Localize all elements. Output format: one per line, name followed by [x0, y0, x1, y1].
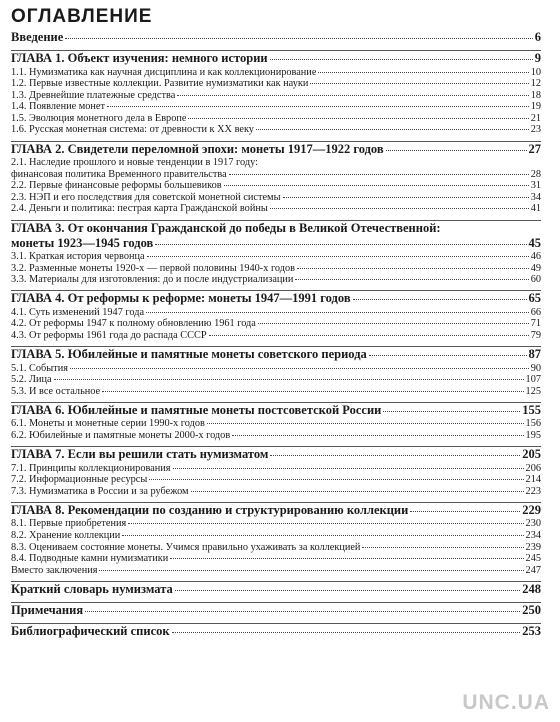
toc-page-number: 34	[530, 191, 541, 203]
toc-page-number: 239	[525, 541, 541, 553]
toc-entry-label: 7.2. Информационные ресурсы	[11, 474, 148, 486]
toc-section-row	[11, 274, 541, 286]
toc-section-row	[11, 530, 541, 542]
toc-section-row	[11, 90, 541, 102]
toc-section-row	[11, 180, 541, 192]
toc-entry-label: ГЛАВА 8. Рекомендации по созданию и структурированию коллекции	[11, 502, 409, 517]
toc-entry-label: 2.1. Наследие прошлого и новые тенденции в 1917 году:	[11, 157, 258, 169]
dot-leader	[283, 197, 529, 198]
dot-leader	[177, 95, 528, 96]
toc-entry-label: 1.3. Древнейшие платежные средства	[11, 89, 176, 101]
toc-page-number: 46	[530, 251, 541, 263]
toc-chapter-row	[11, 581, 541, 598]
toc-chapter-row	[11, 141, 541, 158]
toc-section-row	[11, 192, 541, 204]
dot-leader	[270, 59, 533, 60]
dot-leader	[175, 590, 521, 591]
toc-page-number: 205	[522, 447, 541, 462]
toc-entry-label: 4.1. Суть изменений 1947 года	[11, 306, 145, 318]
toc-section-row	[11, 67, 541, 79]
toc-entry-label: Введение	[11, 30, 64, 44]
toc-page-number: 27	[528, 141, 541, 156]
dot-leader	[128, 523, 523, 524]
toc-section-row	[11, 101, 541, 113]
toc-entry-label: Примечания	[11, 602, 84, 617]
toc-section-row	[11, 430, 541, 442]
toc-entry-label: монеты 1923—1945 годов	[11, 236, 154, 251]
toc-list	[11, 30, 541, 639]
toc-chapter-row	[11, 446, 541, 463]
toc-entry-label: ГЛАВА 5. Юбилейные и памятные монеты советского периода	[11, 347, 367, 362]
dot-leader	[297, 268, 529, 269]
dot-leader	[353, 299, 527, 300]
toc-entry-label: 5.3. И все остальное	[11, 385, 101, 397]
dot-leader	[149, 479, 523, 480]
toc-entry-label: 3.3. Материалы для изготовления: до и после индустриализации	[11, 274, 294, 286]
dot-leader	[65, 38, 532, 39]
toc-entry-label: финансовая политика Временного правительства	[11, 168, 227, 180]
toc-section-row	[11, 263, 541, 275]
dot-leader	[270, 455, 520, 456]
toc-entry-label: 8.1. Первые приобретения	[11, 518, 127, 530]
toc-entry-label: 6.1. Монеты и монетные серии 1990-х годов	[11, 418, 205, 430]
toc-page-number: 10	[530, 66, 541, 78]
toc-entry-label: ГЛАВА 4. От реформы к реформе: монеты 1947—1991 годов	[11, 291, 351, 306]
toc-page-number: 18	[530, 89, 541, 101]
dot-leader	[229, 174, 529, 175]
toc-entry-label: 2.3. НЭП и его последствия для советской монетной системы	[11, 191, 281, 203]
dot-leader	[173, 468, 524, 469]
toc-entry-label: 7.1. Принципы коллекционирования	[11, 462, 171, 474]
toc-entry-label: 2.2. Первые финансовые реформы большевиков	[11, 180, 222, 192]
toc-entry-label: 8.2. Хранение коллекции	[11, 529, 121, 541]
toc-page-number: 12	[530, 78, 541, 90]
toc-entry-label: 3.2. Разменные монеты 1920-х — первой половины 1940-х годов	[11, 262, 296, 274]
toc-section-row	[11, 542, 541, 554]
dot-leader	[270, 208, 529, 209]
toc-entry-label: 7.3. Нумизматика в России и за рубежом	[11, 485, 189, 497]
toc-entry-label: 8.3. Оцениваем состояние монеты. Учимся правильно ухаживать за коллекцией	[11, 541, 361, 553]
dot-leader	[383, 411, 520, 412]
toc-section-row	[11, 113, 541, 125]
toc-section-row	[11, 78, 541, 90]
dot-leader	[170, 558, 523, 559]
toc-page-number: 195	[525, 429, 541, 441]
dot-leader	[256, 129, 529, 130]
toc-page-number: 28	[530, 168, 541, 180]
toc-entry-label: Библиографический список	[11, 623, 170, 638]
toc-entry-label: 8.4. Подводные камни нумизматики	[11, 553, 169, 565]
dot-leader	[207, 423, 524, 424]
toc-entry-label: 3.1. Краткая история червонца	[11, 251, 145, 263]
dot-leader	[410, 511, 520, 512]
toc-page-number: 65	[528, 291, 541, 306]
toc-page-number: 71	[530, 318, 541, 330]
page-title: ОГЛАВЛЕНИЕ	[11, 6, 153, 27]
dot-leader	[232, 435, 523, 436]
toc-section-row	[11, 307, 541, 319]
toc-entry-label: ГЛАВА 2. Свидетели переломной эпохи: монеты 1917—1922 годов	[11, 141, 384, 156]
dot-leader	[209, 335, 529, 336]
toc-page-number: 49	[530, 262, 541, 274]
toc-entry-label: 1.1. Нумизматика как научная дисциплина и как коллекционирование	[11, 66, 317, 78]
toc-entry-label: 6.2. Юбилейные и памятные монеты 2000-х годов	[11, 429, 231, 441]
toc-entry-label: 1.5. Эволюция монетного дела в Европе	[11, 112, 187, 124]
toc-page-number: 248	[522, 581, 541, 596]
dot-leader	[146, 312, 529, 313]
toc-entry-label: 1.2. Первые известные коллекции. Развитие нумизматики как науки	[11, 78, 309, 90]
toc-section-row	[11, 330, 541, 342]
dot-leader	[122, 535, 523, 536]
toc-page-number: 250	[522, 602, 541, 617]
watermark-logo: UNC.UA	[462, 691, 550, 714]
dot-leader	[224, 185, 529, 186]
toc-section-row	[11, 553, 541, 565]
toc-entry-label: 1.6. Русская монетная система: от древности к XX веку	[11, 124, 254, 136]
toc-page-number: 125	[525, 385, 541, 397]
toc-page-number: 107	[525, 374, 541, 386]
toc-chapter-row	[11, 402, 541, 419]
dot-leader	[362, 547, 523, 548]
toc-chapter-row	[11, 220, 541, 237]
dot-leader	[188, 118, 528, 119]
toc-chapter-row	[11, 290, 541, 307]
toc-section-row	[11, 386, 541, 398]
toc-page-number: 247	[525, 564, 541, 576]
toc-chapter-row	[11, 502, 541, 519]
toc-entry-label: 5.1. События	[11, 362, 68, 374]
toc-chapter-row	[11, 623, 541, 640]
dot-leader	[155, 244, 526, 245]
toc-page-number: 230	[525, 518, 541, 530]
dot-leader	[191, 491, 524, 492]
toc-section-row	[11, 463, 541, 475]
toc-page-number: 9	[534, 51, 541, 65]
toc-section-row	[11, 565, 541, 577]
toc-chapter-row	[11, 236, 541, 251]
toc-page-number: 19	[530, 101, 541, 113]
dot-leader	[54, 379, 524, 380]
toc-entry-label: Краткий словарь нумизмата	[11, 581, 173, 596]
dot-leader	[310, 83, 528, 84]
toc-entry-label: 2.4. Деньги и политика: пестрая карта Гражданской войны	[11, 203, 268, 215]
toc-entry-label: ГЛАВА 7. Если вы решили стать нумизматом	[11, 447, 269, 462]
dot-leader	[386, 150, 527, 151]
dot-leader	[85, 611, 520, 612]
toc-page-number: 66	[530, 306, 541, 318]
toc-entry-label: 4.3. От реформы 1961 года до распада СССР	[11, 330, 207, 341]
dot-leader	[70, 368, 529, 369]
toc-page-number: 60	[530, 274, 541, 286]
dot-leader	[107, 106, 529, 107]
toc-page-number: 87	[528, 347, 541, 362]
toc-page-number: 206	[525, 462, 541, 474]
toc-chapter-row	[11, 50, 541, 67]
toc-entry-label: Вместо заключения	[11, 564, 98, 576]
dot-leader	[147, 256, 529, 257]
dot-leader	[258, 323, 529, 324]
toc-section-row	[11, 474, 541, 486]
toc-page-number: 23	[530, 124, 541, 136]
toc-page-number: 155	[522, 402, 541, 417]
toc-section-row	[11, 251, 541, 263]
toc-page-number: 223	[525, 485, 541, 497]
dot-leader	[318, 72, 528, 73]
dot-leader	[102, 391, 523, 392]
dot-leader	[99, 570, 523, 571]
toc-section-row	[11, 518, 541, 530]
toc-entry-label: ГЛАВА 6. Юбилейные и памятные монеты постсоветской России	[11, 402, 382, 417]
toc-page-number: 214	[525, 474, 541, 486]
toc-chapter-row	[11, 30, 541, 46]
dot-leader	[172, 632, 521, 633]
toc-page-number: 229	[522, 502, 541, 517]
toc-page-number: 41	[530, 203, 541, 215]
toc-entry-label: ГЛАВА 3. От окончания Гражданской до победы в Великой Отечественной:	[11, 220, 441, 235]
toc-section-row	[11, 418, 541, 430]
toc-section-row	[11, 157, 541, 169]
toc-page-number: 21	[530, 112, 541, 124]
toc-page-number: 79	[530, 330, 541, 341]
toc-page-number: 6	[534, 30, 541, 44]
toc-page-number: 253	[522, 623, 541, 638]
toc-entry-label: 4.2. От реформы 1947 к полному обновлению 1961 года	[11, 318, 256, 330]
toc-section-row	[11, 318, 541, 330]
toc-page	[11, 4, 541, 639]
dot-leader	[295, 279, 528, 280]
toc-entry-label: 5.2. Лица	[11, 374, 52, 386]
toc-section-row	[11, 169, 541, 181]
toc-page-number: 234	[525, 529, 541, 541]
toc-entry-label: 1.4. Появление монет	[11, 101, 105, 113]
toc-page-number: 90	[530, 362, 541, 374]
toc-section-row	[11, 124, 541, 136]
toc-page-number: 31	[530, 180, 541, 192]
toc-chapter-row	[11, 602, 541, 619]
toc-page-number: 45	[528, 236, 541, 251]
dot-leader	[369, 355, 527, 356]
toc-section-row	[11, 363, 541, 375]
toc-section-row	[11, 486, 541, 498]
toc-page-number: 156	[525, 418, 541, 430]
toc-page-number: 245	[525, 553, 541, 565]
toc-entry-label: ГЛАВА 1. Объект изучения: немного истории	[11, 51, 268, 65]
toc-chapter-row	[11, 346, 541, 363]
toc-section-row	[11, 374, 541, 386]
toc-section-row	[11, 203, 541, 215]
